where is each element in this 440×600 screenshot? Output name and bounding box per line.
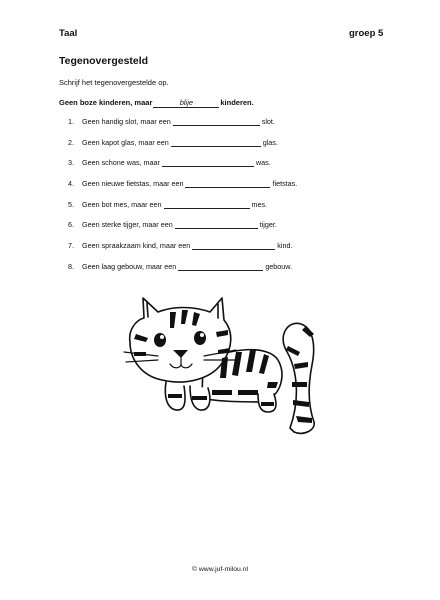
exercise-before: Geen sterke tijger, maar een bbox=[82, 220, 173, 230]
page-title: Tegenovergesteld bbox=[59, 55, 149, 67]
exercise-item bbox=[68, 117, 297, 138]
exercise-after: mes. bbox=[251, 199, 268, 209]
exercise-before: Geen schone was, maar bbox=[82, 158, 160, 168]
exercise-number: 3. bbox=[68, 158, 74, 168]
exercise-before: Geen kapot glas, maar een bbox=[82, 137, 169, 147]
exercise-item bbox=[68, 138, 297, 159]
example-sentence bbox=[59, 98, 254, 108]
exercise-after: slot. bbox=[261, 117, 275, 126]
exercise-list bbox=[68, 117, 297, 283]
answer-blank[interactable] bbox=[175, 220, 258, 229]
exercise-after: fietstas. bbox=[272, 179, 298, 189]
example-after: kinderen. bbox=[220, 98, 254, 107]
exercise-item bbox=[68, 179, 297, 200]
exercise-number: 1. bbox=[68, 117, 74, 126]
example-answer: blije bbox=[153, 99, 219, 108]
exercise-before: Geen spraakzaam kind, maar een bbox=[82, 241, 191, 251]
footer-copyright: © www.juf-milou.nl bbox=[192, 566, 248, 573]
exercise-after: tijger. bbox=[259, 220, 277, 230]
exercise-before: Geen handig slot, maar een bbox=[82, 117, 171, 126]
exercise-number: 7. bbox=[68, 241, 74, 251]
answer-blank[interactable] bbox=[185, 179, 270, 188]
subject-label: Taal bbox=[59, 28, 78, 39]
instruction-text: Schrijf het tegenovergestelde op. bbox=[59, 78, 169, 87]
exercise-number: 5. bbox=[68, 199, 74, 209]
tiger-illustration bbox=[118, 290, 328, 445]
exercise-number: 4. bbox=[68, 179, 74, 189]
exercise-item bbox=[68, 158, 297, 179]
answer-blank[interactable] bbox=[192, 241, 275, 250]
exercise-before: Geen laag gebouw, maar een bbox=[82, 261, 177, 271]
exercise-item bbox=[68, 241, 297, 262]
answer-blank[interactable] bbox=[178, 262, 263, 271]
exercise-after: gebouw. bbox=[265, 261, 293, 271]
exercise-after: glas. bbox=[262, 137, 278, 147]
exercise-item bbox=[68, 262, 297, 283]
answer-blank[interactable] bbox=[162, 158, 254, 167]
example-before: Geen boze kinderen, maar bbox=[59, 98, 153, 107]
exercise-after: kind. bbox=[277, 241, 293, 251]
exercise-item bbox=[68, 220, 297, 241]
exercise-after: was. bbox=[255, 158, 271, 168]
exercise-number: 8. bbox=[68, 261, 74, 271]
exercise-number: 2. bbox=[68, 137, 74, 147]
exercise-before: Geen nieuwe fietstas, maar een bbox=[82, 179, 184, 189]
exercise-item bbox=[68, 200, 297, 221]
answer-blank[interactable] bbox=[173, 117, 260, 126]
group-label: groep 5 bbox=[349, 28, 384, 39]
answer-blank[interactable] bbox=[171, 138, 261, 147]
exercise-number: 6. bbox=[68, 220, 74, 230]
answer-blank[interactable] bbox=[164, 200, 250, 209]
exercise-before: Geen bot mes, maar een bbox=[82, 199, 162, 209]
